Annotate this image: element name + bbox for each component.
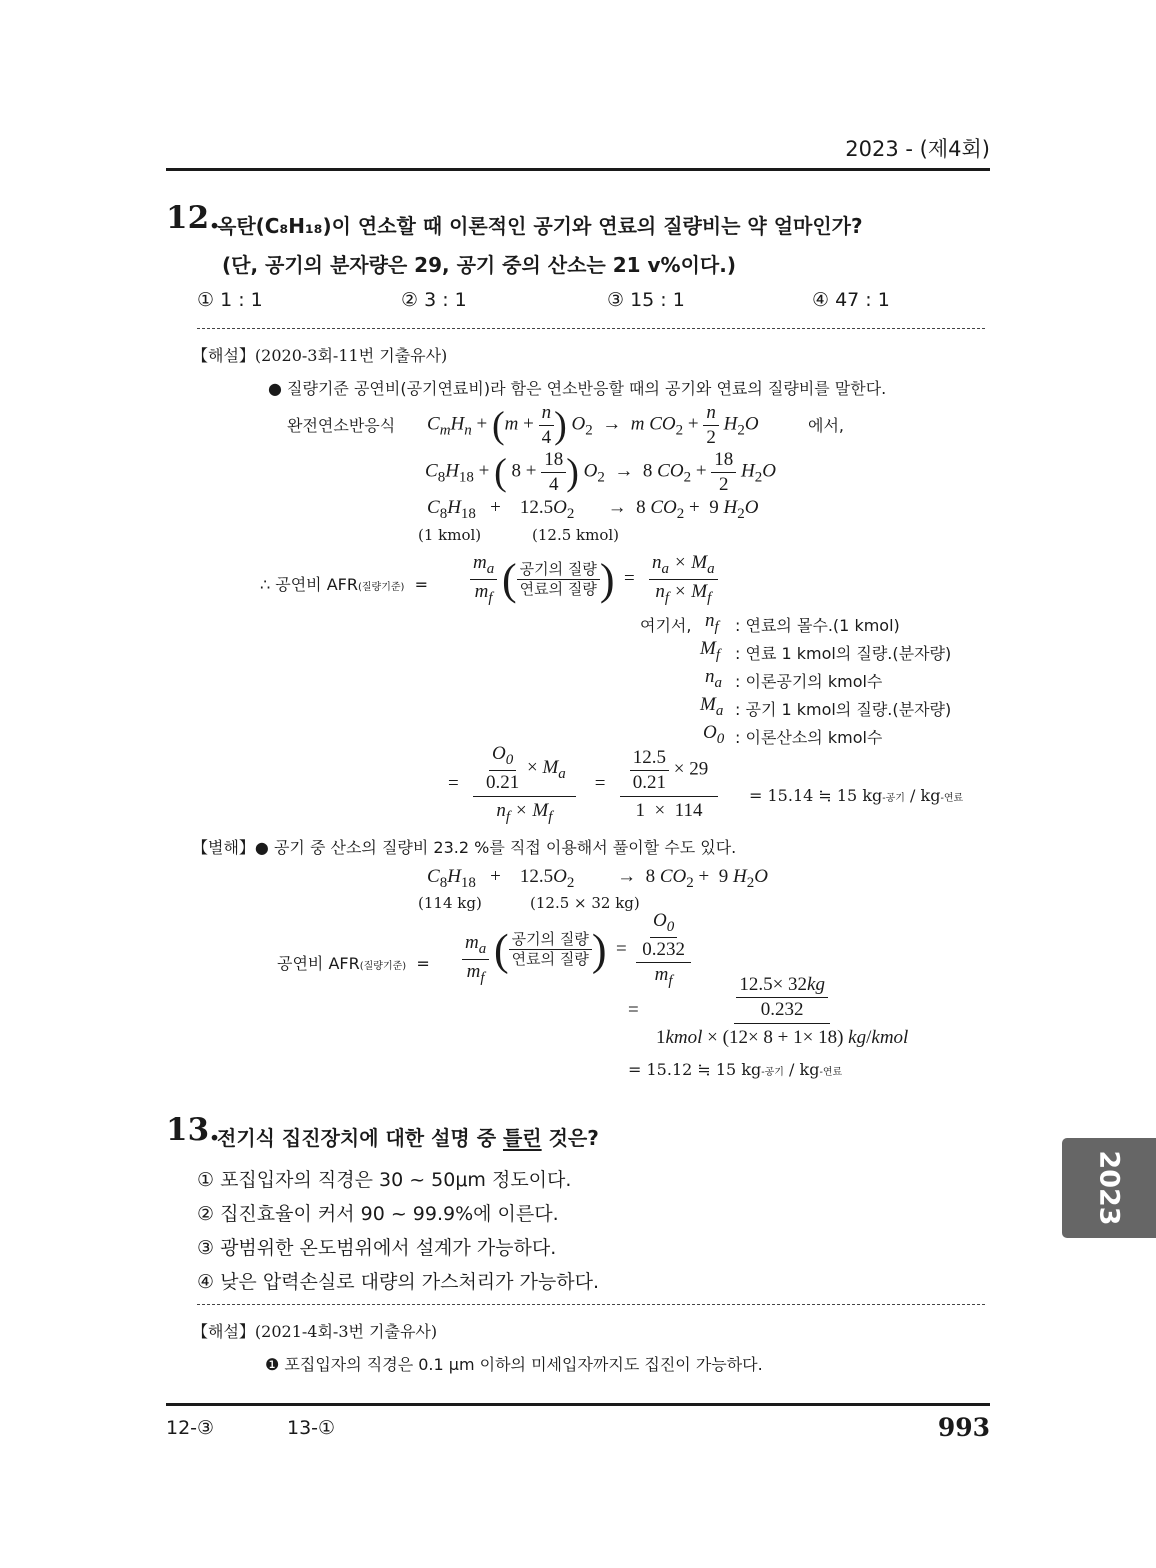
q12-divider [197,328,985,329]
def-Ma: : 공기 1 kmol의 질량.(분자량) [735,700,952,719]
q13-divider [197,1304,985,1305]
alt-afr-label: 공연비 AFR(질량기준) = [277,954,430,973]
header-title: 2023 - (제4회) [845,137,990,161]
octane-equation-balanced: $C_8H_{18}$ + $12.5O_2$ → 8 $CO_2 + 9$ $H_2O$ [427,497,759,522]
def-O0: : 이론산소의 kmol수 [735,728,883,747]
combustion-general-equation: $C_mH_n + (m$ + $\frac{n}{4}$ ) $O_2 \to m$ $CO_2$ + $\frac{n}{2}$ $H_2O$ [427,402,759,448]
q13-underlined-word: 틀린 [502,1126,542,1150]
octane-equation-fraction: $C_8H_{18}$ + ( 8 + $\frac{18}{4}$ ) $O_2 \to 8$ $CO_2$ + $\frac{18}{2}$ $H_2O$ [425,449,776,495]
eq-label: 완전연소반응식 [287,416,396,435]
symbol-Mf: $M_f$ [700,638,720,663]
alt-result: = 15.12 ≒ 15 kg-공기 / kg-연료 [628,1060,843,1079]
def-nf: : 연료의 몰수.(1 kmol) [735,616,900,635]
kmol-fuel: (1 kmol) [418,526,482,544]
alt-equation: $C_8H_{18}$ + $12.5O_2$ → 8 $CO_2 + 9$ $H_2O$ [427,866,768,891]
afr-calculation: = $\frac{O_0}{0.21}$ × $M_a$ $n_f \times M_f$ = $\frac{12.5}{0.21}$ × 29 1 × 114 [448,743,718,826]
eq-suffix: 에서, [808,416,844,435]
q12-option-3[interactable]: ③ 15 : 1 [607,289,685,311]
def-na: : 이론공기의 kmol수 [735,672,883,691]
afr-label: ∴ 공연비 AFR(질량기준) = [260,575,429,594]
alt-afr-formula: $\frac{m_a}{m_f}$ ( $\frac{\text{공기의 질량}}{\text{연료의 질량}}$ ) = $\frac{\frac{O_0}{0.232}}{m_f}$ [462,910,691,990]
symbol-nf: $n_f$ [705,610,719,635]
mass-o2: (12.5 × 32 kg) [530,894,640,912]
where-label: 여기서, [640,616,692,635]
footer-answer-12: 12-③ [166,1417,215,1439]
question-12-line1: 옥탄(C₈H₁₈)이 연소할 때 이론적인 공기와 연료의 질량비는 약 얼마인가? [217,214,863,238]
q12-option-1[interactable]: ① 1 : 1 [197,289,263,311]
header-rule [166,168,990,171]
question-13-text: 전기식 집진장치에 대한 설명 중 틀린 것은? [217,1126,599,1150]
q13-solution-heading: 【해설】(2021-4회-3번 기출유사) [192,1322,438,1341]
mass-fuel: (114 kg) [418,894,482,912]
q13-option-3[interactable]: ③ 광범위한 온도범위에서 설계가 가능하다. [197,1237,557,1259]
kmol-o2: (12.5 kmol) [532,526,620,544]
footer-answer-13: 13-① [287,1417,336,1439]
question-12-line2: (단, 공기의 분자량은 29, 공기 중의 산소는 21 v%이다.) [222,253,736,277]
question-13-number: 13. [166,1112,220,1148]
q12-solution-heading: 【해설】(2020-3회-11번 기출유사) [192,346,448,365]
q12-solution-bullet: ● 질량기준 공연비(공기연료비)라 함은 연소반응할 때의 공기와 연료의 질량비를 말한다. [268,379,887,398]
q12-option-4[interactable]: ④ 47 : 1 [812,289,890,311]
q13-option-1[interactable]: ① 포집입자의 직경은 30 ~ 50μm 정도이다. [197,1169,572,1191]
q12-option-2[interactable]: ② 3 : 1 [401,289,467,311]
afr-formula: $\frac{m_a}{m_f}$ ( $\frac{\text{공기의 질량}}{\text{연료의 질량}}$ ) = $\frac{n_a \times M_a}{n_f \times M_f}$ [470,552,718,607]
q13-option-2[interactable]: ② 집진효율이 커서 90 ~ 99.9%에 이른다. [197,1203,559,1225]
page-number: 993 [937,1413,990,1442]
q12-result: = 15.14 ≒ 15 kg-공기 / kg-연료 [749,786,964,805]
footer-rule [166,1403,990,1406]
question-12-number: 12. [166,200,220,236]
symbol-O0: $O_0$ [703,722,725,747]
q13-option-4[interactable]: ④ 낮은 압력손실로 대량의 가스처리가 가능하다. [197,1271,599,1293]
symbol-Ma: $M_a$ [700,694,724,719]
year-side-tab: 2023 [1062,1138,1156,1238]
def-Mf: : 연료 1 kmol의 질량.(분자량) [735,644,952,663]
symbol-na: $n_a$ [705,666,722,691]
alt-calculation: = $\frac{\frac{12.5\times 32kg}{0.232}}{\text{1kmol × (12× 8 + 1× 18) kg/kmol}}$ [628,974,909,1048]
alt-solution-heading: 【별해】● 공기 중 산소의 질량비 23.2 %를 직접 이용해서 풀이할 수도 있다. [192,838,737,857]
q13-solution-text: ❶ 포집입자의 직경은 0.1 μm 이하의 미세입자까지도 집진이 가능하다. [265,1355,763,1374]
